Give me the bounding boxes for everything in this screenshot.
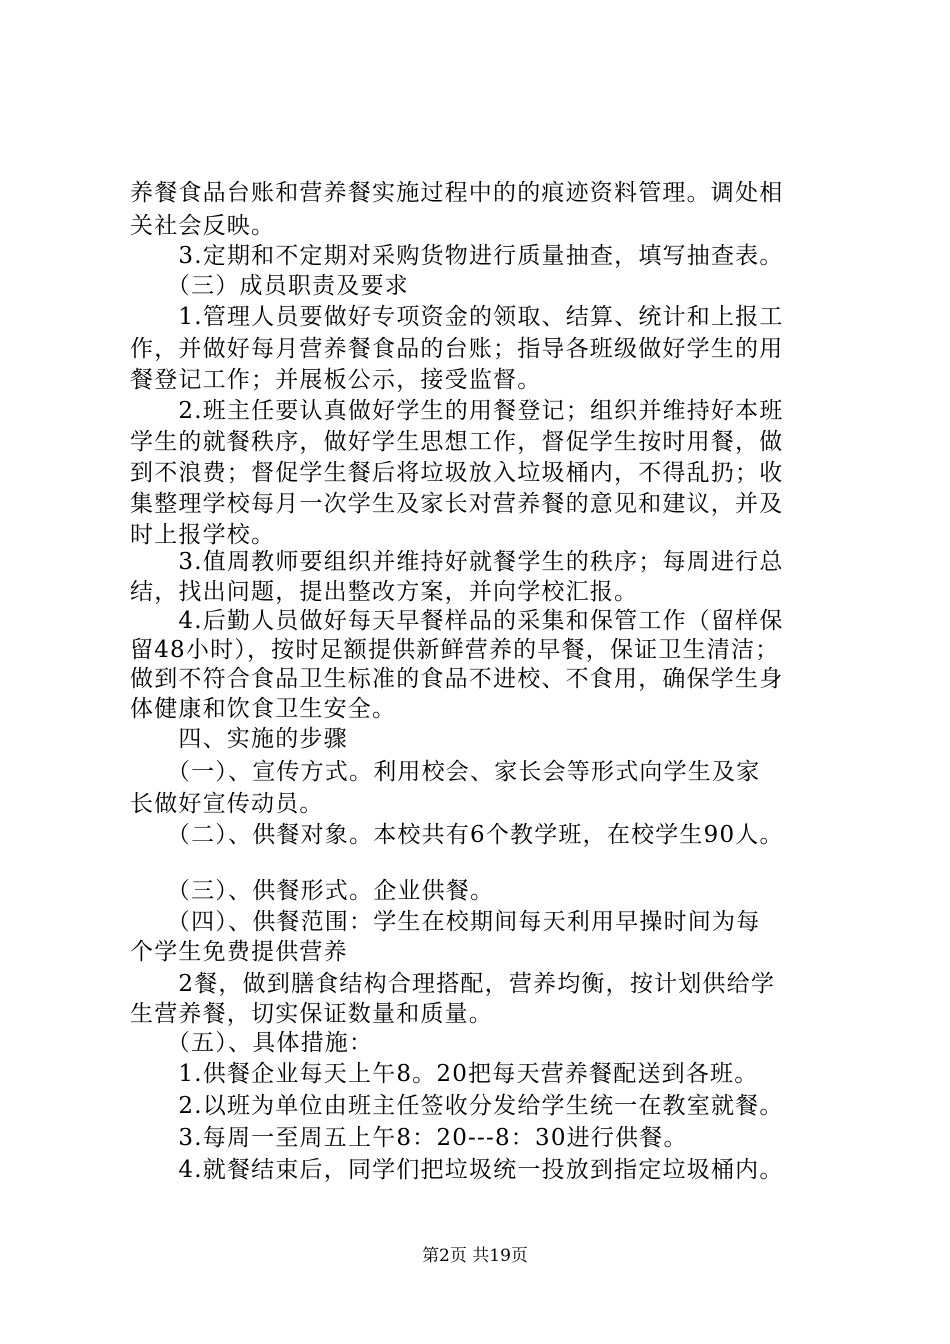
body-line: 作，并做好每月营养餐食品的台账；指导各班级做好学生的用	[130, 336, 784, 362]
list-item: 2.以班为单位由班主任签收分发给学生统一在教室就餐。	[130, 1093, 784, 1119]
body-line: 3.定期和不定期对采购货物进行质量抽查，填写抽查表。	[130, 243, 784, 269]
body-line: 2.班主任要认真做好学生的用餐登记；组织并维持好本班	[130, 398, 784, 424]
body-line: 结，找出问题，提出整改方案，并向学校汇报。	[130, 579, 639, 605]
body-line: 集整理学校每月一次学生及家长对营养餐的意见和建议，并及	[130, 491, 784, 517]
body-line: 时上报学校。	[130, 522, 276, 548]
section-heading: （三）成员职责及要求	[130, 273, 409, 299]
body-line: 到不浪费；督促学生餐后将垃圾放入垃圾桶内，不得乱扔；收	[130, 460, 784, 486]
body-line: （四）、供餐范围：学生在校期间每天利用早操时间为每	[130, 909, 761, 935]
page-number-footer: 第2页 共19页	[422, 1246, 528, 1266]
body-line: （三）、供餐形式。企业供餐。	[130, 878, 495, 904]
body-line: 3.值周教师要组织并维持好就餐学生的秩序；每周进行总	[130, 549, 784, 575]
body-line: 个学生免费提供营养	[130, 939, 348, 965]
list-item: 4.就餐结束后，同学们把垃圾统一投放到指定垃圾桶内。	[130, 1157, 784, 1183]
body-line: （二）、供餐对象。本校共有6个教学班，在校学生90人。	[130, 822, 784, 848]
body-line: 留48小时），按时足额提供新鲜营养的早餐，保证卫生清洁；	[130, 637, 780, 663]
body-line: 关社会反映。	[130, 213, 276, 239]
body-line: 学生的就餐秩序，做好学生思想工作，督促学生按时用餐，做	[130, 429, 784, 455]
body-line: 养餐食品台账和营养餐实施过程中的的痕迹资料管理。调处相	[130, 180, 784, 206]
body-line: （一）、宣传方式。利用校会、家长会等形式向学生及家	[130, 759, 761, 785]
body-line: 2餐，做到膳食结构合理搭配，营养均衡，按计划供给学	[130, 971, 776, 997]
body-line: 1.管理人员要做好专项资金的领取、结算、统计和上报工	[130, 304, 784, 330]
body-line: 体健康和饮食卫生安全。	[130, 696, 397, 722]
section-heading: （五）、具体措施：	[130, 1030, 374, 1056]
body-line: 餐登记工作；并展板公示，接受监督。	[130, 367, 542, 393]
body-line: 做到不符合食品卫生标准的食品不进校、不食用，确保学生身	[130, 666, 784, 692]
body-line: 长做好宣传动员。	[130, 791, 324, 817]
body-line: 4.后勤人员做好每天早餐样品的采集和保管工作（留样保	[130, 608, 784, 634]
list-item: 1.供餐企业每天上午8。20把每天营养餐配送到各班。	[130, 1061, 759, 1087]
list-item: 3.每周一至周五上午8：20---8：30进行供餐。	[130, 1125, 688, 1151]
section-heading: 四、实施的步骤	[130, 726, 348, 752]
body-line: 生营养餐，切实保证数量和质量。	[130, 1001, 493, 1027]
